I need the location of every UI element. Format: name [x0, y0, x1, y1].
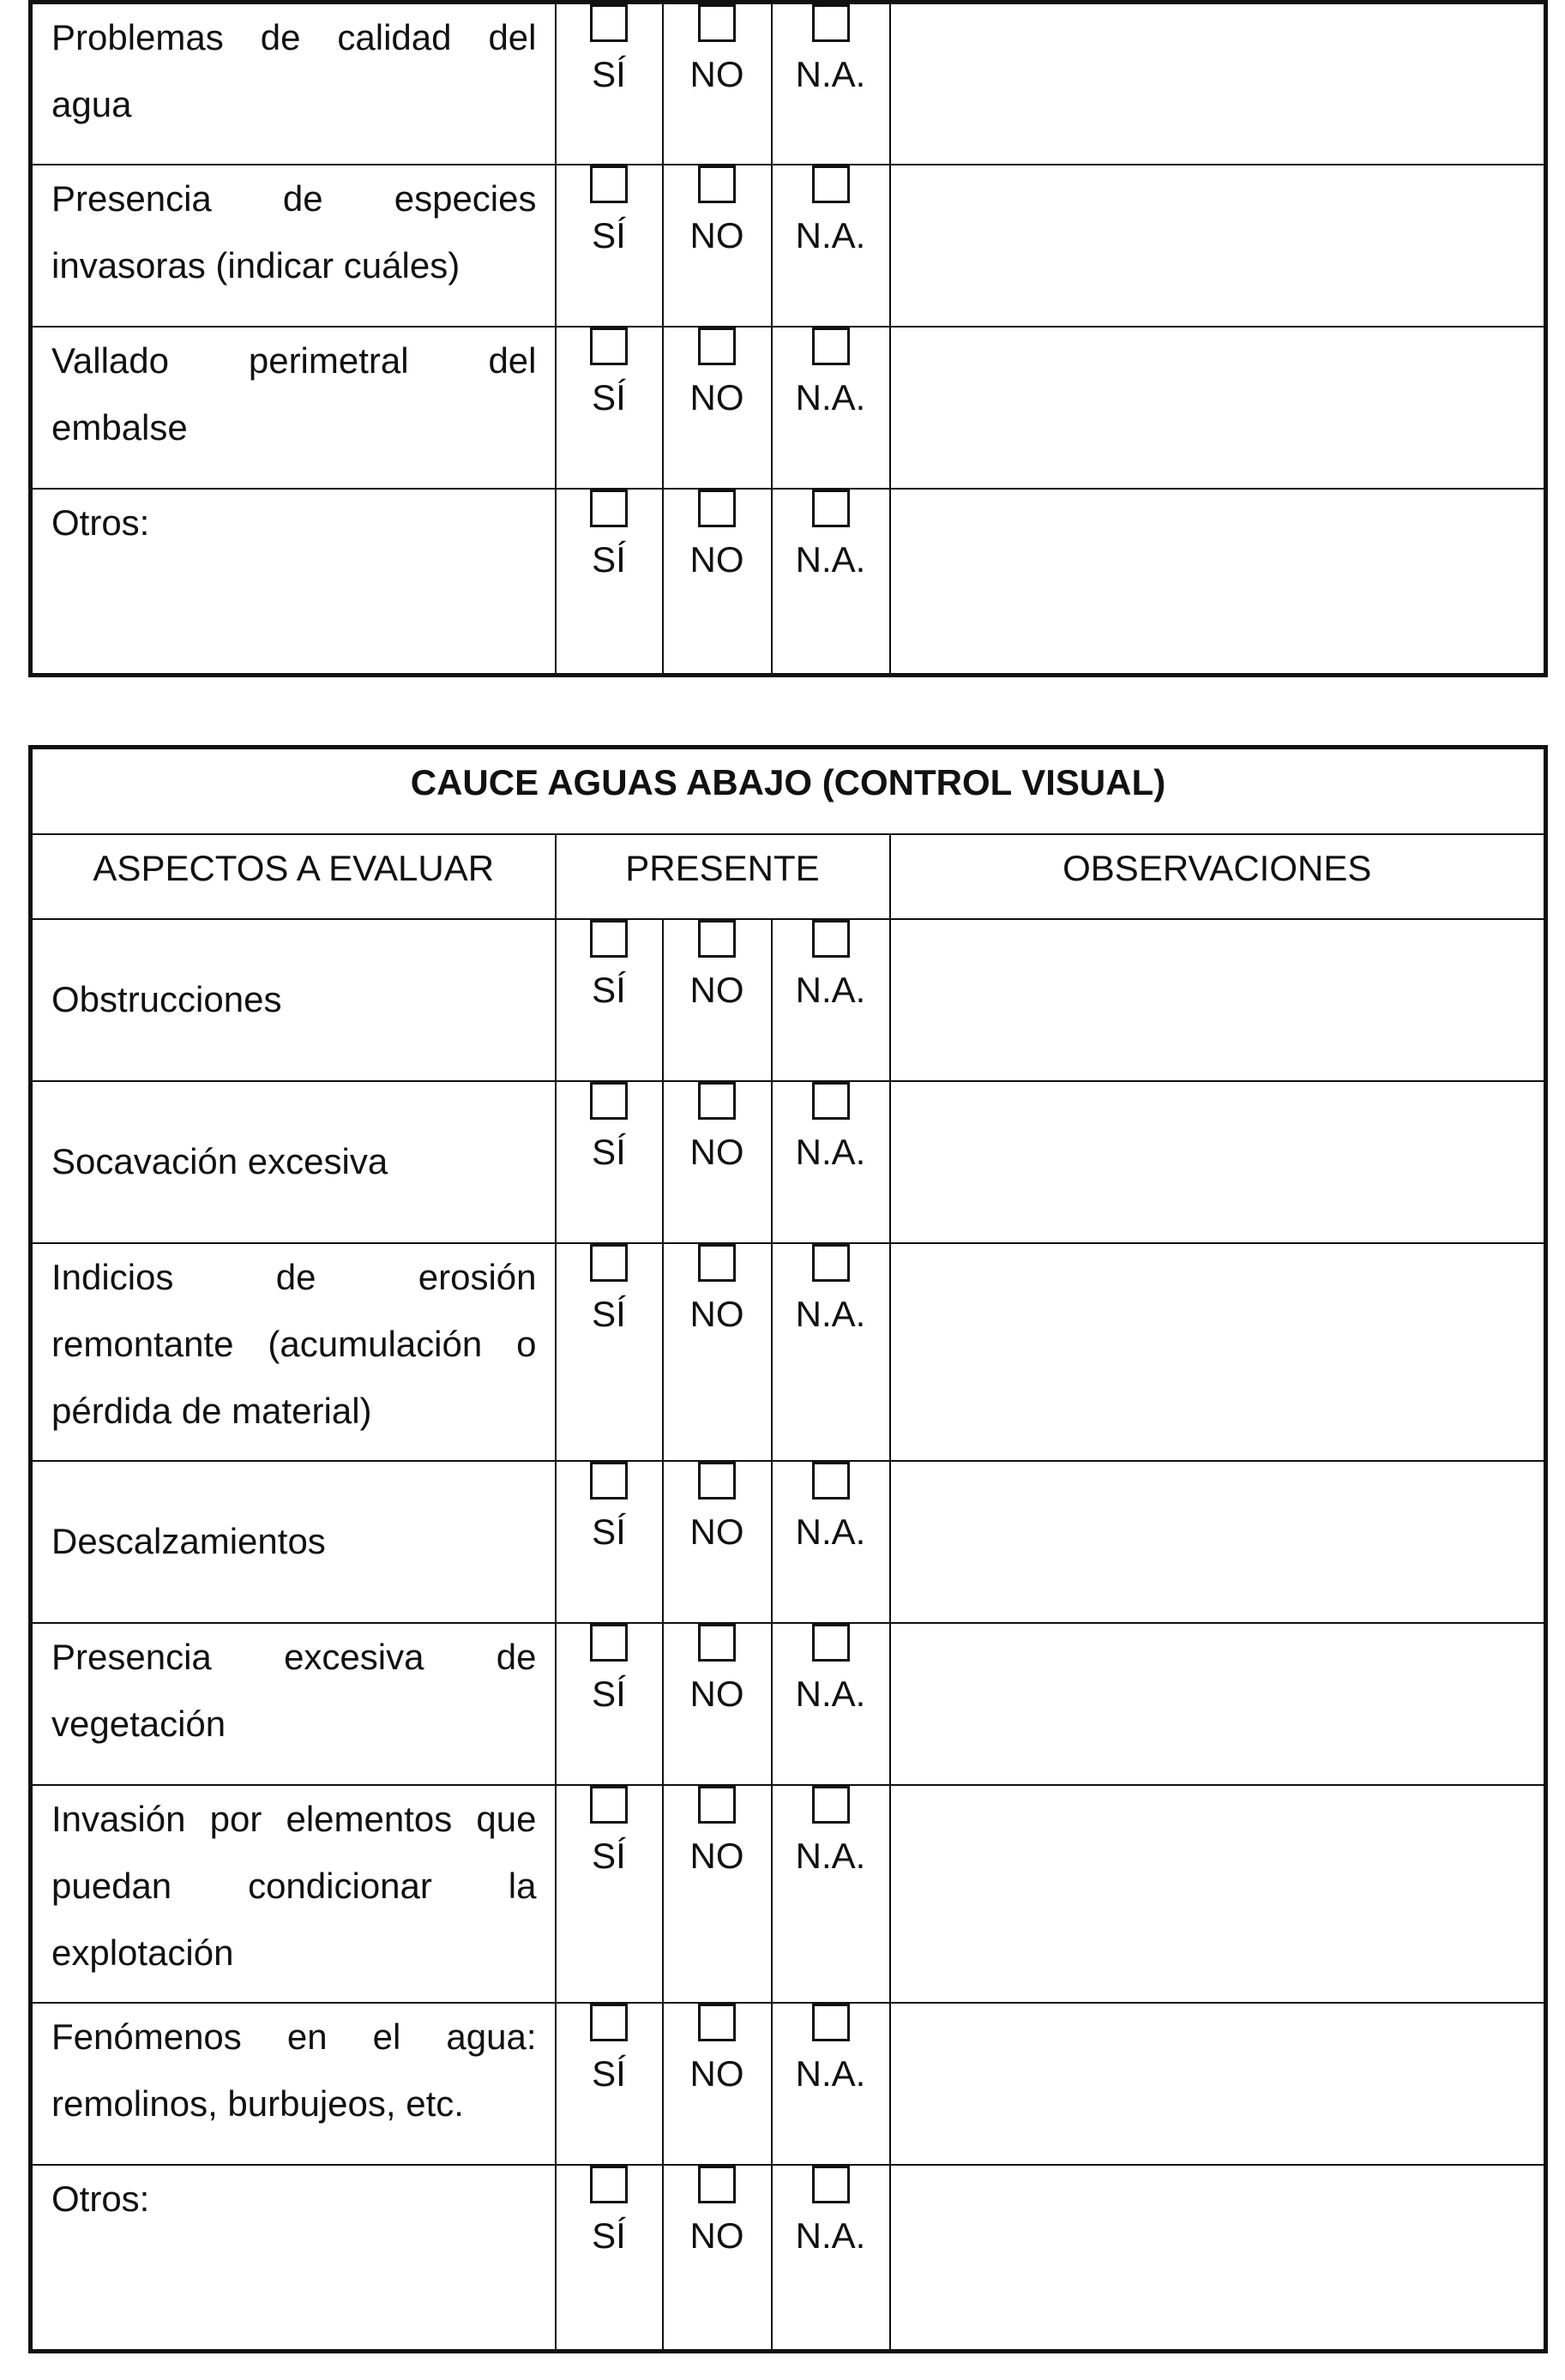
option-label: SÍ [592, 2052, 626, 2094]
option-si[interactable] [556, 919, 663, 1081]
observations-cell[interactable] [890, 2003, 1546, 2165]
option-na[interactable] [772, 165, 890, 327]
option-no[interactable] [663, 489, 772, 676]
aspect-label: Obstrucciones [51, 979, 282, 1019]
table-header-row [31, 834, 1546, 919]
aspect-cell [31, 1461, 556, 1623]
aspect-label: Presencia de especies invasoras (indicar cuáles) [51, 177, 537, 285]
option-no[interactable] [663, 3, 772, 165]
aspect-cell [31, 919, 556, 1081]
option-label: N.A. [795, 1835, 866, 1876]
option-na[interactable] [772, 1081, 890, 1243]
aspect-label: Problemas de calidad del agua [51, 17, 537, 124]
checkbox[interactable] [812, 1624, 850, 1662]
option-label: N.A. [795, 376, 866, 418]
option-si[interactable] [556, 327, 663, 489]
checkbox[interactable] [590, 328, 628, 365]
option-si[interactable] [556, 165, 663, 327]
checkbox[interactable] [812, 165, 850, 203]
table-row [31, 489, 1546, 676]
observations-cell[interactable] [890, 1461, 1546, 1623]
option-label: N.A. [795, 538, 866, 580]
table-title: CAUCE AGUAS ABAJO (CONTROL VISUAL) [31, 748, 1546, 834]
option-no[interactable] [663, 327, 772, 489]
option-si[interactable] [556, 2003, 663, 2165]
checkbox[interactable] [590, 4, 628, 42]
option-label: NO [689, 2215, 744, 2256]
observations-cell[interactable] [890, 489, 1546, 676]
checkbox[interactable] [590, 920, 628, 958]
aspect-label: Otros: [51, 502, 150, 543]
option-label: NO [689, 969, 744, 1010]
option-no[interactable] [663, 1461, 772, 1623]
option-na[interactable] [772, 919, 890, 1081]
checkbox[interactable] [812, 1244, 850, 1282]
option-na[interactable] [772, 2165, 890, 2352]
option-si[interactable] [556, 489, 663, 676]
header-present: PRESENTE [556, 834, 890, 919]
table-row [31, 1461, 1546, 1623]
option-label: N.A. [795, 1673, 866, 1714]
aspect-cell [31, 165, 556, 327]
option-label: N.A. [795, 1511, 866, 1552]
checkbox[interactable] [590, 1082, 628, 1120]
checkbox[interactable] [698, 328, 736, 365]
checkbox[interactable] [812, 4, 850, 42]
option-si[interactable] [556, 1243, 663, 1461]
table-row [31, 2003, 1546, 2165]
option-label: SÍ [592, 1511, 626, 1552]
header-observations: OBSERVACIONES [890, 834, 1546, 919]
checkbox[interactable] [812, 1082, 850, 1120]
aspect-label: Presencia excesiva de vegetación [51, 1636, 537, 1744]
checkbox[interactable] [698, 1786, 736, 1824]
observations-cell[interactable] [890, 919, 1546, 1081]
option-na[interactable] [772, 1623, 890, 1785]
checkbox[interactable] [590, 1624, 628, 1662]
checkbox[interactable] [698, 920, 736, 958]
option-label: SÍ [592, 1673, 626, 1714]
checkbox[interactable] [812, 2166, 850, 2203]
option-label: N.A. [795, 1293, 866, 1334]
table-row [31, 2165, 1546, 2352]
table-row [31, 165, 1546, 327]
checkbox[interactable] [590, 1786, 628, 1824]
checkbox[interactable] [812, 490, 850, 527]
checkbox[interactable] [590, 490, 628, 527]
checkbox[interactable] [698, 490, 736, 527]
option-na[interactable] [772, 2003, 890, 2165]
observations-cell[interactable] [890, 3, 1546, 165]
aspect-label: Socavación excesiva [51, 1141, 388, 1181]
aspect-cell [31, 327, 556, 489]
aspect-cell [31, 1081, 556, 1243]
aspect-cell [31, 3, 556, 165]
checklist-table-top [28, 0, 1548, 677]
option-no[interactable] [663, 2003, 772, 2165]
checkbox[interactable] [590, 1462, 628, 1500]
checklist-table-cauce [28, 745, 1548, 2353]
aspect-cell [31, 1243, 556, 1461]
option-si[interactable] [556, 1461, 663, 1623]
option-no[interactable] [663, 1243, 772, 1461]
checkbox[interactable] [698, 1082, 736, 1120]
checkbox[interactable] [812, 1462, 850, 1500]
option-label: NO [689, 54, 744, 94]
checkbox[interactable] [698, 1624, 736, 1662]
option-no[interactable] [663, 1785, 772, 2003]
option-no[interactable] [663, 1081, 772, 1243]
option-label: SÍ [592, 969, 626, 1010]
table-row [31, 1081, 1546, 1243]
aspect-cell [31, 489, 556, 676]
option-no[interactable] [663, 165, 772, 327]
option-label: N.A. [795, 2215, 866, 2256]
option-na[interactable] [772, 3, 890, 165]
aspect-label: Invasión por elementos que puedan condicionar la explotación [51, 1798, 537, 1973]
option-label: NO [689, 1131, 744, 1172]
option-label: N.A. [795, 969, 866, 1010]
observations-cell[interactable] [890, 1623, 1546, 1785]
option-no[interactable] [663, 919, 772, 1081]
table-row [31, 3, 1546, 165]
observations-cell[interactable] [890, 165, 1546, 327]
option-si[interactable] [556, 3, 663, 165]
option-label: N.A. [795, 214, 866, 255]
checkbox[interactable] [812, 1786, 850, 1824]
checkbox[interactable] [590, 2004, 628, 2041]
option-no[interactable] [663, 2165, 772, 2352]
table-title-row [31, 748, 1546, 834]
option-si[interactable] [556, 1785, 663, 2003]
option-label: NO [689, 1293, 744, 1334]
table-row [31, 1243, 1546, 1461]
checkbox[interactable] [698, 1462, 736, 1500]
option-label: NO [689, 214, 744, 255]
option-no[interactable] [663, 1623, 772, 1785]
option-label: SÍ [592, 1131, 626, 1172]
option-label: NO [689, 538, 744, 580]
aspect-label: Indicios de erosión remontante (acumulación o pérdida de material) [51, 1256, 537, 1431]
aspect-cell [31, 1785, 556, 2003]
aspect-label: Vallado perimetral del embalse [51, 340, 537, 448]
table-row [31, 327, 1546, 489]
option-label: SÍ [592, 214, 626, 255]
observations-cell[interactable] [890, 1243, 1546, 1461]
table-row [31, 1623, 1546, 1785]
option-label: N.A. [795, 1131, 866, 1172]
checkbox[interactable] [698, 2166, 736, 2203]
aspect-label: Fenómenos en el agua: remolinos, burbujeos, etc. [51, 2016, 537, 2124]
option-si[interactable] [556, 2165, 663, 2352]
option-na[interactable] [772, 1243, 890, 1461]
option-label: NO [689, 1835, 744, 1876]
option-label: SÍ [592, 2215, 626, 2256]
observations-cell[interactable] [890, 1785, 1546, 2003]
aspect-cell [31, 1623, 556, 1785]
option-na[interactable] [772, 1461, 890, 1623]
observations-cell[interactable] [890, 327, 1546, 489]
option-label: NO [689, 1673, 744, 1714]
option-label: SÍ [592, 376, 626, 418]
option-na[interactable] [772, 489, 890, 676]
checkbox[interactable] [812, 920, 850, 958]
aspect-label: Otros: [51, 2178, 150, 2219]
option-label: NO [689, 376, 744, 418]
aspect-label: Descalzamientos [51, 1521, 326, 1561]
checkbox[interactable] [590, 1244, 628, 1282]
option-label: N.A. [795, 2052, 866, 2094]
checkbox[interactable] [698, 165, 736, 203]
aspect-cell [31, 2165, 556, 2352]
option-label: SÍ [592, 54, 626, 94]
option-label: NO [689, 2052, 744, 2094]
option-label: SÍ [592, 538, 626, 580]
observations-cell[interactable] [890, 2165, 1546, 2352]
checkbox[interactable] [812, 2004, 850, 2041]
option-na[interactable] [772, 327, 890, 489]
option-label: SÍ [592, 1293, 626, 1334]
option-si[interactable] [556, 1081, 663, 1243]
option-si[interactable] [556, 1623, 663, 1785]
option-na[interactable] [772, 1785, 890, 2003]
checkbox[interactable] [812, 328, 850, 365]
option-label: NO [689, 1511, 744, 1552]
observations-cell[interactable] [890, 1081, 1546, 1243]
checkbox[interactable] [698, 4, 736, 42]
header-aspects: ASPECTOS A EVALUAR [31, 834, 556, 919]
option-label: SÍ [592, 1835, 626, 1876]
table-row [31, 1785, 1546, 2003]
option-label: N.A. [795, 54, 866, 94]
checkbox[interactable] [590, 165, 628, 203]
table-row [31, 919, 1546, 1081]
checkbox[interactable] [590, 2166, 628, 2203]
checkbox[interactable] [698, 1244, 736, 1282]
aspect-cell [31, 2003, 556, 2165]
checkbox[interactable] [698, 2004, 736, 2041]
